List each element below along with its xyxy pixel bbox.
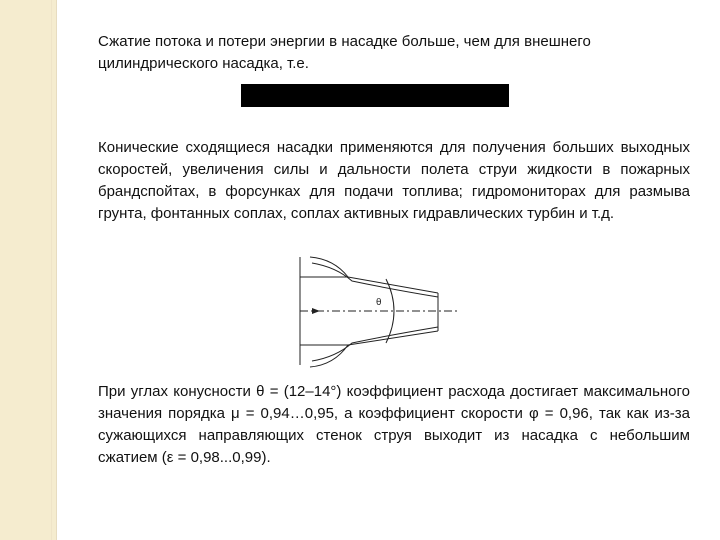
left-decorative-band: [0, 0, 57, 540]
intro-paragraph: Сжатие потока и потери энергии в насадке больше, чем для внешнего цилиндрического насадка, т.е.: [98, 33, 591, 72]
angle-coefficient-paragraph: При углах конусности θ = (12–14°) коэффициент расхода достигает максимального значения порядка μ = 0,94…0,95, а коэффициент скорости φ = 0,96, так как из-за сужающихся направляющих стенок струя выходит из насадка с небольшим сжатием (ε = 0,98...0,99).: [98, 383, 690, 466]
flow-arrow-icon: [312, 308, 320, 314]
streamline-top-inner: [312, 263, 438, 297]
nozzle-upper-wall: [300, 277, 438, 293]
theta-label: θ: [376, 298, 382, 308]
nozzle-lower-wall: [300, 331, 438, 345]
streamline-bottom-outer: [310, 345, 348, 367]
conical-nozzle-diagram: [290, 253, 470, 371]
conical-nozzle-paragraph: Конические сходящиеся насадки применяются для получения больших выходных скоростей, увеличения силы и дальности полета струи жидкости в пожарных брандспойтах, в форсунках для подачи топлива; гидромониторах для размыва грунта, фонтанных соплах, соплах активных гидравлических турбин и т.д.: [98, 139, 690, 222]
redacted-formula-bar: [241, 84, 509, 107]
streamline-bottom-inner: [312, 327, 438, 361]
